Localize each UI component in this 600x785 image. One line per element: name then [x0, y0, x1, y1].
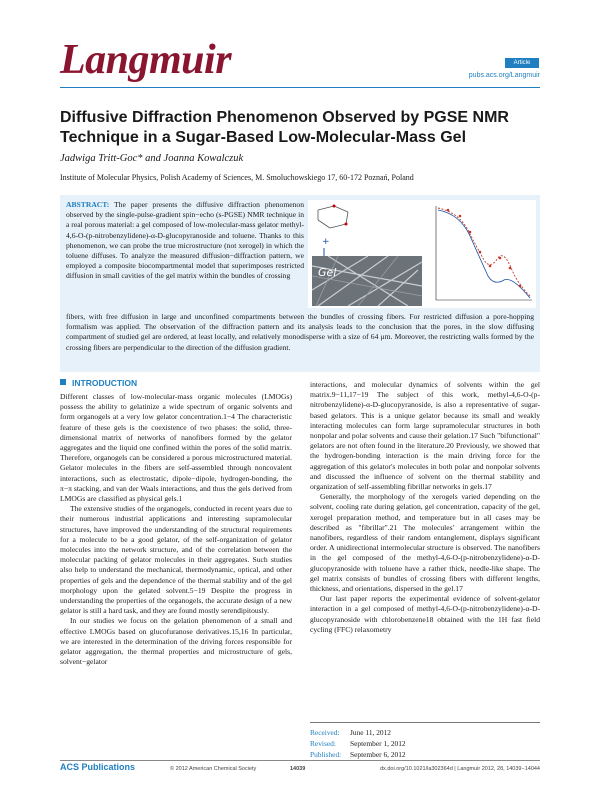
page-number: 14039	[290, 766, 306, 772]
abstract-text-part1	[66, 200, 304, 282]
revised-date-row: Revised: September 1, 2012	[310, 739, 406, 748]
acs-publications-logo: ACS Publications	[60, 762, 136, 772]
header-rule	[60, 87, 540, 88]
copyright-text: © 2012 American Chemical Society	[170, 766, 257, 772]
author-list: Jadwiga Tritt-Goc* and Joanna Kowalczuk	[60, 153, 244, 164]
intro-paragraph: In our studies we focus on the gelation phenomenon of a small and effective LMOGs based on glucofuranose derivatives.15,16 In particular, we are interested in the determination of the driving forces responsible for gelator aggregation, the thermal properties and microstructure of gels, solvent−gelator	[60, 616, 292, 667]
paper-title: Diffusive Diffraction Phenomenon Observed by PGSE NMR Technique in a Sugar-Based Low-Molecular-Mass Gel	[60, 109, 509, 146]
intro-paragraph: Generally, the morphology of the xerogels varied depending on the solvent, cooling rate during gelation, gel concentration, capacity of the gel, xerogel preparation method, and temperature but in all cases may be described as "fibrillar".21 The molecules' arrangement within the nanofibers, regardless of their random entanglement, displays significant order. A unidirectional intermolecular structure is observed. The nanofibers in the gel composed of the methyl-4,6-O-(p-nitrobenzylidene)-α-D-glucopyranoside with toluene have a rather thick, needle-like shape. The gel matrix consists of bundles of crossing fibers with different lengths, thickness, and orientations, dispersed in the gel.17	[310, 492, 540, 594]
gel-label: Gel	[318, 266, 337, 279]
journal-logo: Langmuir	[60, 37, 232, 83]
section-bullet-icon	[60, 379, 66, 385]
gel-micrograph-image	[312, 256, 422, 306]
abstract-label: ABSTRACT:	[66, 200, 110, 209]
intro-paragraph: interactions, and molecular dynamics of solvents within the gel matrix.9−11,17−19 The subject of this work, methyl-4,6-O-(p-nitrobenzylidene)-α-D-glucopyranoside, is also a representative of sugar-based gelators. This is a unique gelator because its small and weakly interacting molecules can form large supramolecular structures in both nonpolar and polar solvents and cause their gelation.17 Such "bifunctional" gelators are not often found in the literature.20 Previously, we showed that the hydrogen-bonding interaction is the main driving force for the aggregation of this gelator's molecules in both polar and nonpolar solvents and discussed the influence of solvent on the thermal stability and organization of self-assembling fibrillar networks in gels.17	[310, 380, 540, 492]
footer-rule	[60, 760, 540, 761]
abstract-body-2: fibers, with free diffusion in large and unconfined compartments between the bundles of crossing fibers. For restricted diffusion a pore-hopping formalism was applied. The observation of the diffraction pattern and its analysis leads to the conclusion that the pores, in the slow diffusing compartment of studied gel are ordered, at least locally, and relatively monodisperse with a size of 64 μm. Moreover, the restricting walls formed by the crossing fibers are perpendicular to the direction of the diffusion gradient.	[66, 312, 534, 352]
intro-paragraph: The extensive studies of the organogels, conducted in recent years due to their numerous industrial applications and interesting supramolecular structures, have improved the understanding of the structural requirements for a molecule to be a good gelator, of the self-organization of gelator molecules into the network structure, and of the correlation between the molecular packing of gelator molecules in their aggregates. Such studies also help to understand the mechanical, thermodynamic, optical, and other properties of gels and the dependence of the thermal stability and of the gel morphology upon the gelated solvent.5−19 Despite the progress in understanding the properties of the organogels, the accurate design of a new gelator is still a hard task, and they are found mostly serendipitously.	[60, 504, 292, 616]
journal-url-link[interactable]: pubs.acs.org/Langmuir	[468, 72, 540, 79]
left-column	[60, 392, 292, 667]
section-heading-text: INTRODUCTION	[72, 378, 138, 388]
received-date-row: Received: June 11, 2012	[310, 728, 391, 737]
affiliation: Institute of Molecular Physics, Polish Academy of Sciences, M. Smoluchowskiego 17, 60-172 Poznań, Poland	[60, 173, 414, 182]
article-type-badge: Article	[505, 58, 539, 68]
section-heading-introduction	[60, 378, 137, 388]
intro-paragraph: Our last paper reports the experimental evidence of solvent-gelator interaction in a gel composed of methyl-4,6-O-(p-nitrobenzylidene)-α-D-glucopyranoside with chlorobenzene18 obtained with the 1H fast field cycling (FFC) relaxometry	[310, 594, 540, 634]
right-column	[310, 380, 540, 635]
intro-paragraph: Different classes of low-molecular-mass organic molecules (LMOGs) possess the ability to gelatinize a wide spectrum of organic solvents and form organogels at a very low gelator concentration.1−4 The characteristic feature of these gels is the coexistence of two phases: the solid, three-dimensional matrix of networks of nanofibers formed by the gelator aggregates and the liquid one confined within the pores of the solid matrix. Therefore, organogels can be considered a porous microstructured material. Gelator molecules in the fibers are self-assembled through noncovalent interactions, such as electrostatic, dipole−dipole, hydrogen-bonding, the π−π stacking, and van der Waals interactions, and thus the gels derived from LMOGs are classified as physical gels.1	[60, 392, 292, 504]
published-date-row: Published: September 6, 2012	[310, 750, 406, 759]
svg-text:+: +	[322, 237, 330, 247]
toc-graphic	[308, 200, 536, 308]
publication-dates	[310, 722, 540, 760]
abstract-body-1: The paper presents the diffusive diffraction phenomenon observed by the single-pulse-gradient spin−echo (s-PGSE) NMR technique in a real porous material: a gel composed of low-molecular-mass gelator methyl-4,6-O-(p-nitrobenzylidene)-α-D-glucopyranoside and toluene. Thanks to this phenomenon, we can probe the true microstructure (not xerogel) in which the toluene diffuses. To analyze the measured diffusion−diffraction pattern, we employed a composite biocompartmental model that superimposes restricted diffusion in small cavities of the gel matrix within the bundles of crossing	[66, 200, 304, 281]
doi-citation[interactable]: dx.doi.org/10.1021/la302364d | Langmuir 2012, 28, 14039−14044	[380, 766, 540, 772]
